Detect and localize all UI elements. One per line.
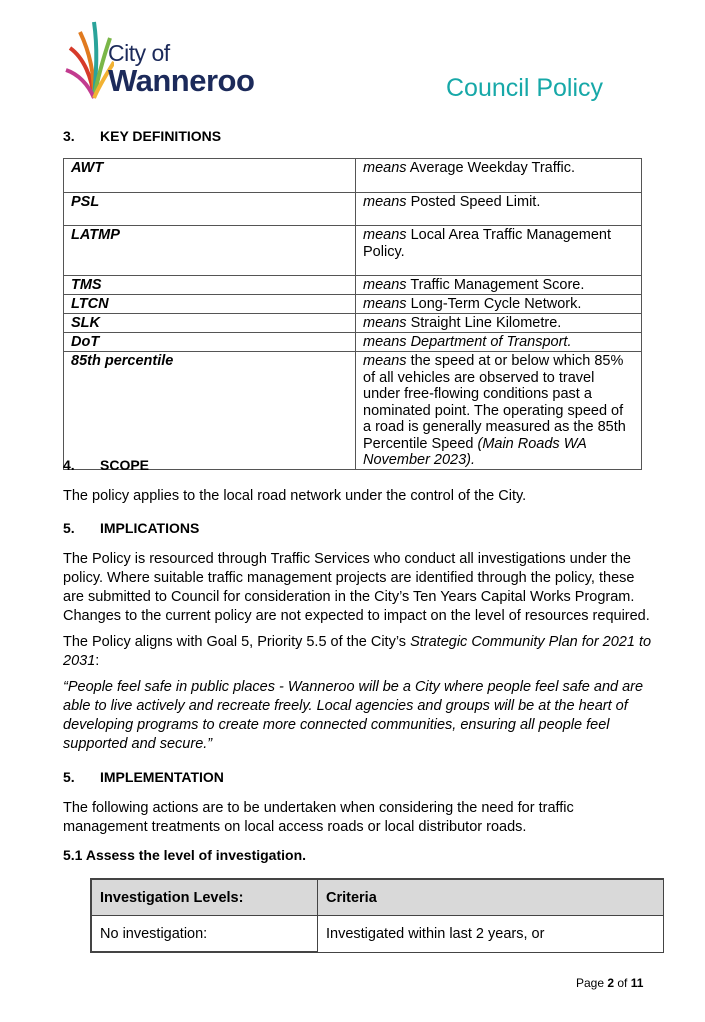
definition-row [64, 226, 642, 276]
definition-text: means Posted Speed Limit. [356, 193, 642, 226]
section-implications-heading [63, 520, 199, 536]
document-type-title: Council Policy [446, 74, 604, 102]
investigation-table [90, 878, 664, 953]
definition-term: LTCN [64, 295, 356, 314]
definition-row [64, 159, 642, 193]
definition-term: SLK [64, 314, 356, 333]
definition-text: means Local Area Traffic Management Policy. [356, 226, 642, 276]
definition-term: AWT [64, 159, 356, 193]
definition-row [64, 333, 642, 352]
section-title: IMPLEMENTATION [100, 769, 224, 785]
definition-term: 85th percentile [64, 352, 356, 470]
section-title: KEY DEFINITIONS [100, 128, 222, 144]
city-logo [64, 18, 294, 104]
section-number: 4. [63, 457, 75, 473]
logo-text-city-of: City of [108, 40, 170, 66]
section-4-heading [63, 457, 149, 473]
definition-text: means the speed at or below which 85% of all vehicles are observed to travel under free-flowing conditions past a nominated point. The operating speed of a road is generally measured as the 85th Percentile Speed (Main Roads WA November 2023). [356, 352, 642, 470]
definition-text: means Long-Term Cycle Network. [356, 295, 642, 314]
definition-text: means Straight Line Kilometre. [356, 314, 642, 333]
implementation-paragraph: The following actions are to be undertaken when considering the need for traffic management treatments on local access roads or local distributor roads. [63, 800, 574, 835]
table-header-row [91, 879, 664, 916]
logo-text-wanneroo: Wanneroo [108, 63, 255, 98]
strategic-quote: “People feel safe in public places - Wanneroo will be a City where people feel safe and are able to live actively and recreate freely. Local agencies and groups will be at the heart of developing programs to create more connected communities, ensuring all people feel supported and secure.” [63, 679, 644, 752]
definition-row [64, 276, 642, 295]
definition-term: PSL [64, 193, 356, 226]
alignment-paragraph: The Policy aligns with Goal 5, Priority 5.5 of the City’s Strategic Community Plan for 2021 to 2031: [63, 634, 652, 669]
section-implementation-heading [63, 769, 224, 785]
definition-text: means Department of Transport. [356, 333, 642, 352]
column-header-criteria: Criteria [318, 879, 664, 916]
table-row [91, 916, 664, 953]
definition-term: TMS [64, 276, 356, 295]
section-title: SCOPE [100, 457, 150, 473]
definition-text: means Average Weekday Traffic. [356, 159, 642, 193]
table-cell: No investigation: [91, 916, 318, 953]
table-cell: Investigated within last 2 years, or [318, 916, 664, 953]
section-title: IMPLICATIONS [100, 520, 200, 536]
section-3-heading [63, 128, 221, 144]
subsection-5-1-heading: 5.1 Assess the level of investigation. [63, 847, 307, 863]
page-number: Page 2 of 11 [576, 976, 644, 990]
scope-paragraph: The policy applies to the local road network under the control of the City. [63, 488, 527, 504]
logo-leaves-icon [64, 18, 114, 102]
definition-row [64, 193, 642, 226]
definition-row [64, 295, 642, 314]
section-number: 5. [63, 769, 75, 785]
definitions-table [63, 158, 642, 470]
implications-paragraph: The Policy is resourced through Traffic Services who conduct all investigations under the policy. Where suitable traffic management projects are identified through the policy, these are submitted to Council for consideration in the City’s Ten Years Capital Works Program. Changes to the current policy are not expected to impact on the level of resources required. [63, 551, 650, 624]
definition-row [64, 352, 642, 470]
definition-row [64, 314, 642, 333]
section-number: 5. [63, 520, 75, 536]
column-header-levels: Investigation Levels: [91, 879, 318, 916]
definition-term: LATMP [64, 226, 356, 276]
definition-term: DoT [64, 333, 356, 352]
section-number: 3. [63, 128, 75, 144]
definition-text: means Traffic Management Score. [356, 276, 642, 295]
